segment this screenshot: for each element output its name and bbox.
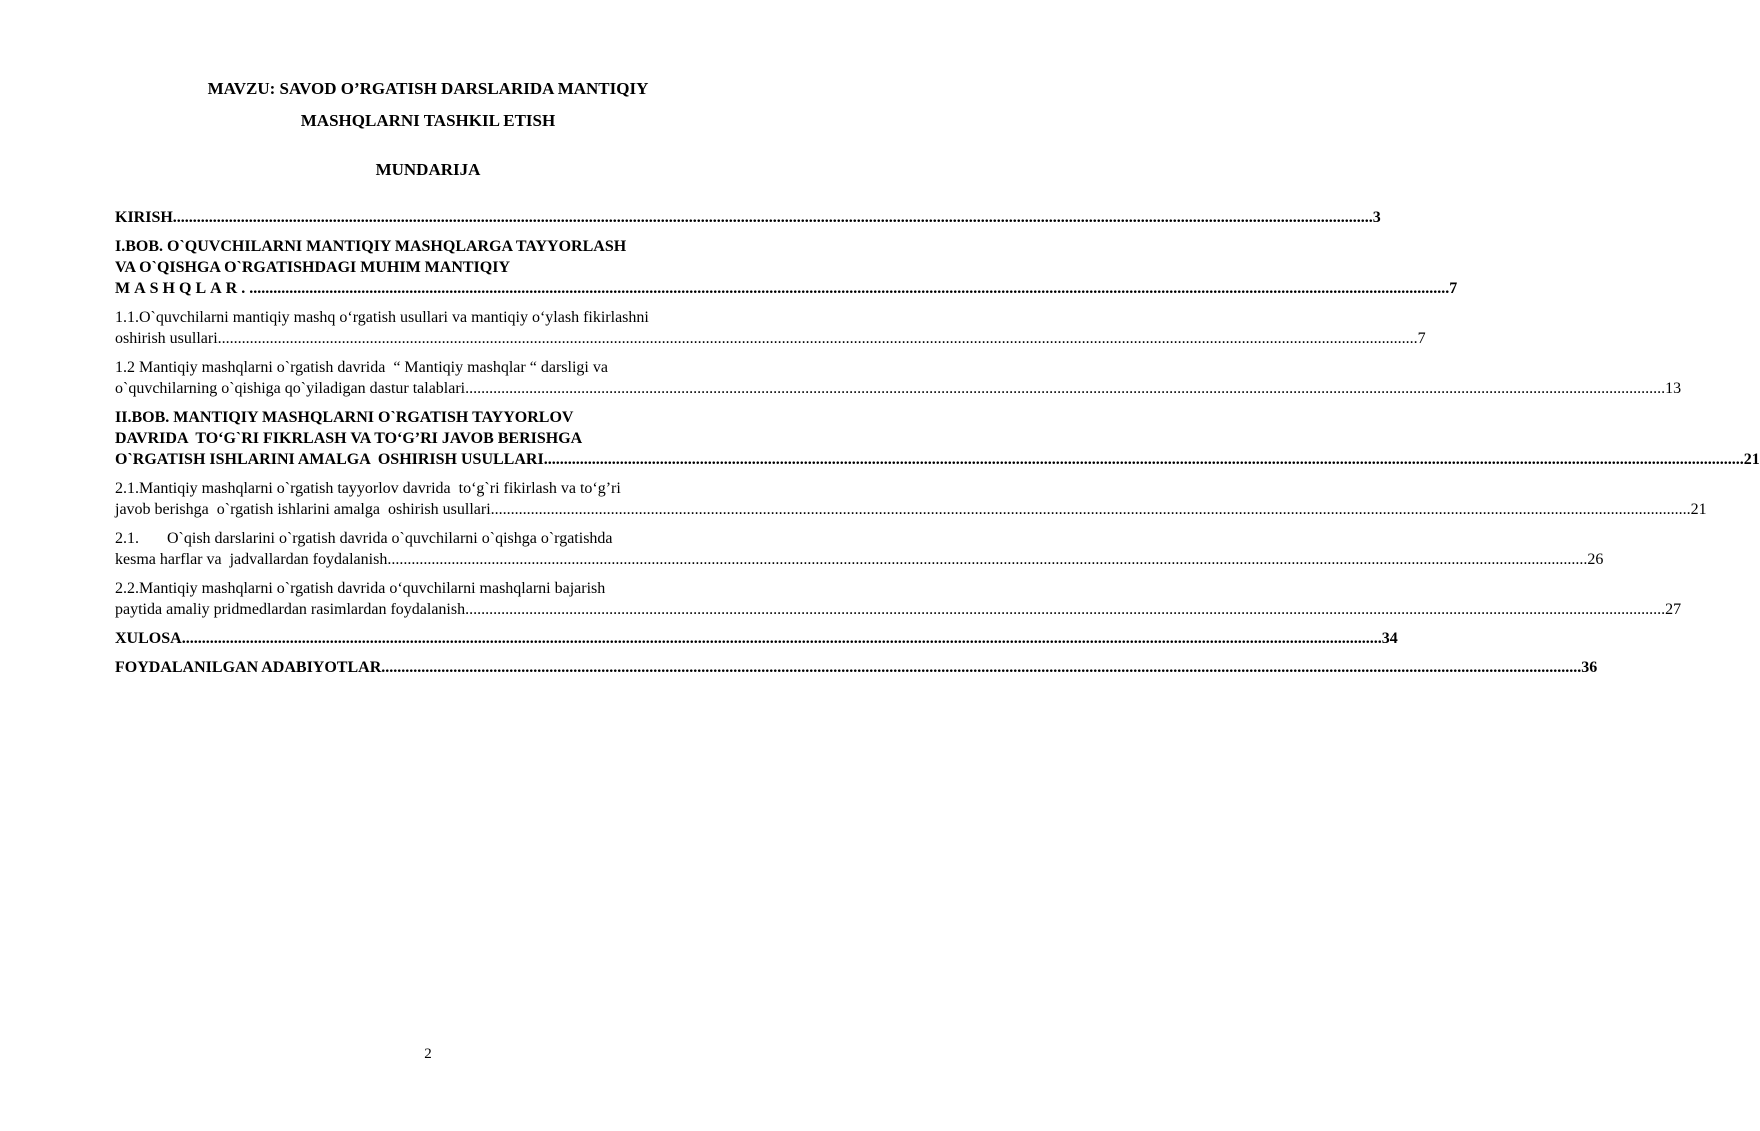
toc-entry-title: XULOSA [115,630,182,647]
toc-entry-chapter-1[interactable] [115,236,1458,299]
table-of-contents [115,207,1760,678]
toc-entry-chapter-2[interactable] [115,407,1760,470]
toc-entry-page: 21 [1743,451,1760,468]
toc-entry-page: 13 [1665,380,1682,397]
toc-entry-section-2-1-b[interactable] [115,528,1604,570]
toc-dot-leader: ............................................................................................................................................................................................................................................................................................................ [543,451,1744,468]
toc-entry-page: 36 [1581,659,1598,676]
toc-dot-leader: ............................................................................................................................................................................................................................................................................................................ [249,280,1450,297]
toc-entry-line: I.BOB. O`QUVCHILARNI MANTIQIY MASHQLARGA TAYYORLASH [115,238,627,255]
title-line-2: MASHQLARNI TASHKIL ETISH [300,111,556,130]
toc-entry-section-2-2[interactable] [115,578,1682,620]
toc-entry-line: 1.2 Mantiqiy mashqlarni o`rgatish davrida “ Mantiqiy mashqlar “ darsligi va [115,359,608,376]
toc-entry-line [115,257,743,278]
toc-entry-line: 2.1.Mantiqiy mashqlarni o`rgatish tayyorlov davrida to‘g`ri fikirlash va to‘g’ri [115,480,621,497]
toc-entry-title: KIRISH [115,209,173,226]
title-line-1: MAVZU: SAVOD O’RGATISH DARSLARIDA MANTIQIY [207,79,649,98]
toc-entry-page: 34 [1381,630,1398,647]
toc-dot-leader: ............................................................................................................................................................................................................................................................................................................ [465,380,1666,397]
toc-entry-line-text: VA O`QISHGA O`RGATISHDAGI MUHIM MANTIQIY [115,259,510,276]
toc-dot-leader: ............................................................................................................................................................................................................................................................................................................ [381,659,1582,676]
toc-entry-title: FOYDALANILGAN ADABIYOTLAR [115,659,382,676]
toc-entry-introduction[interactable] [115,207,1381,228]
toc-entry-conclusion[interactable] [115,628,1398,649]
toc-entry-references[interactable] [115,657,1598,678]
toc-dot-leader: ............................................................................................................................................................................................................................................................................................................ [181,630,1382,647]
toc-entry-title: javob berishga o`rgatish ishlarini amalga oshirish usullari [115,501,491,518]
toc-entry-page: 3 [1372,209,1381,226]
page-number: 2 [424,1046,432,1062]
toc-dot-leader: ............................................................................................................................................................................................................................................................................................................ [465,601,1666,618]
toc-entry-line: 1.1.O`quvchilarni mantiqiy mashq o‘rgatish usullari va mantiqiy o‘ylash fikirlashni [115,309,649,326]
toc-dot-leader: ............................................................................................................................................................................................................................................................................................................ [490,501,1691,518]
toc-entry-title: oshirish usullari [115,330,218,347]
toc-entry-title: O`RGATISH ISHLARINI AMALGA OSHIRISH USULLARI [115,451,544,468]
toc-entry-page: 21 [1690,501,1707,518]
toc-dot-leader: ............................................................................................................................................................................................................................................................................................................ [172,209,1373,226]
toc-entry-section-1-1[interactable] [115,307,1426,349]
toc-entry-line: 2.1. O`qish darslarini o`rgatish davrida o`quvchilarni o`qishga o`rgatishda [115,530,613,547]
toc-dot-leader: ............................................................................................................................................................................................................................................................................................................ [387,551,1588,568]
toc-entry-section-2-1[interactable] [115,478,1707,520]
contents-heading: MUNDARIJA [375,160,481,179]
toc-entry-title: kesma harflar va jadvallardan foydalanish [115,551,388,568]
toc-entry-line: DAVRIDA TO‘G`RI FIKRLASH VA TO‘G’RI JAVOB BERISHGA [115,430,583,447]
toc-entry-line: II.BOB. MANTIQIY MASHQLARNI O`RGATISH TAYYORLOV [115,409,574,426]
toc-entry-page: 26 [1587,551,1604,568]
toc-entry-page: 7 [1417,330,1426,347]
toc-dot-leader: ............................................................................................................................................................................................................................................................................................................ [217,330,1418,347]
toc-entry-line: 2.2.Mantiqiy mashqlarni o`rgatish davrida o‘quvchilarni mashqlarni bajarish [115,580,606,597]
toc-entry-title: o`quvchilarning o`qishiga qo`yiladigan dastur talablari [115,380,466,397]
toc-entry-section-1-2[interactable] [115,357,1682,399]
toc-entry-title: paytida amaliy pridmedlardan rasimlardan foydalanish [115,601,466,618]
toc-entry-page: 7 [1449,280,1458,297]
toc-entry-title: MASHQLAR. [115,280,250,297]
toc-entry-page: 27 [1665,601,1682,618]
